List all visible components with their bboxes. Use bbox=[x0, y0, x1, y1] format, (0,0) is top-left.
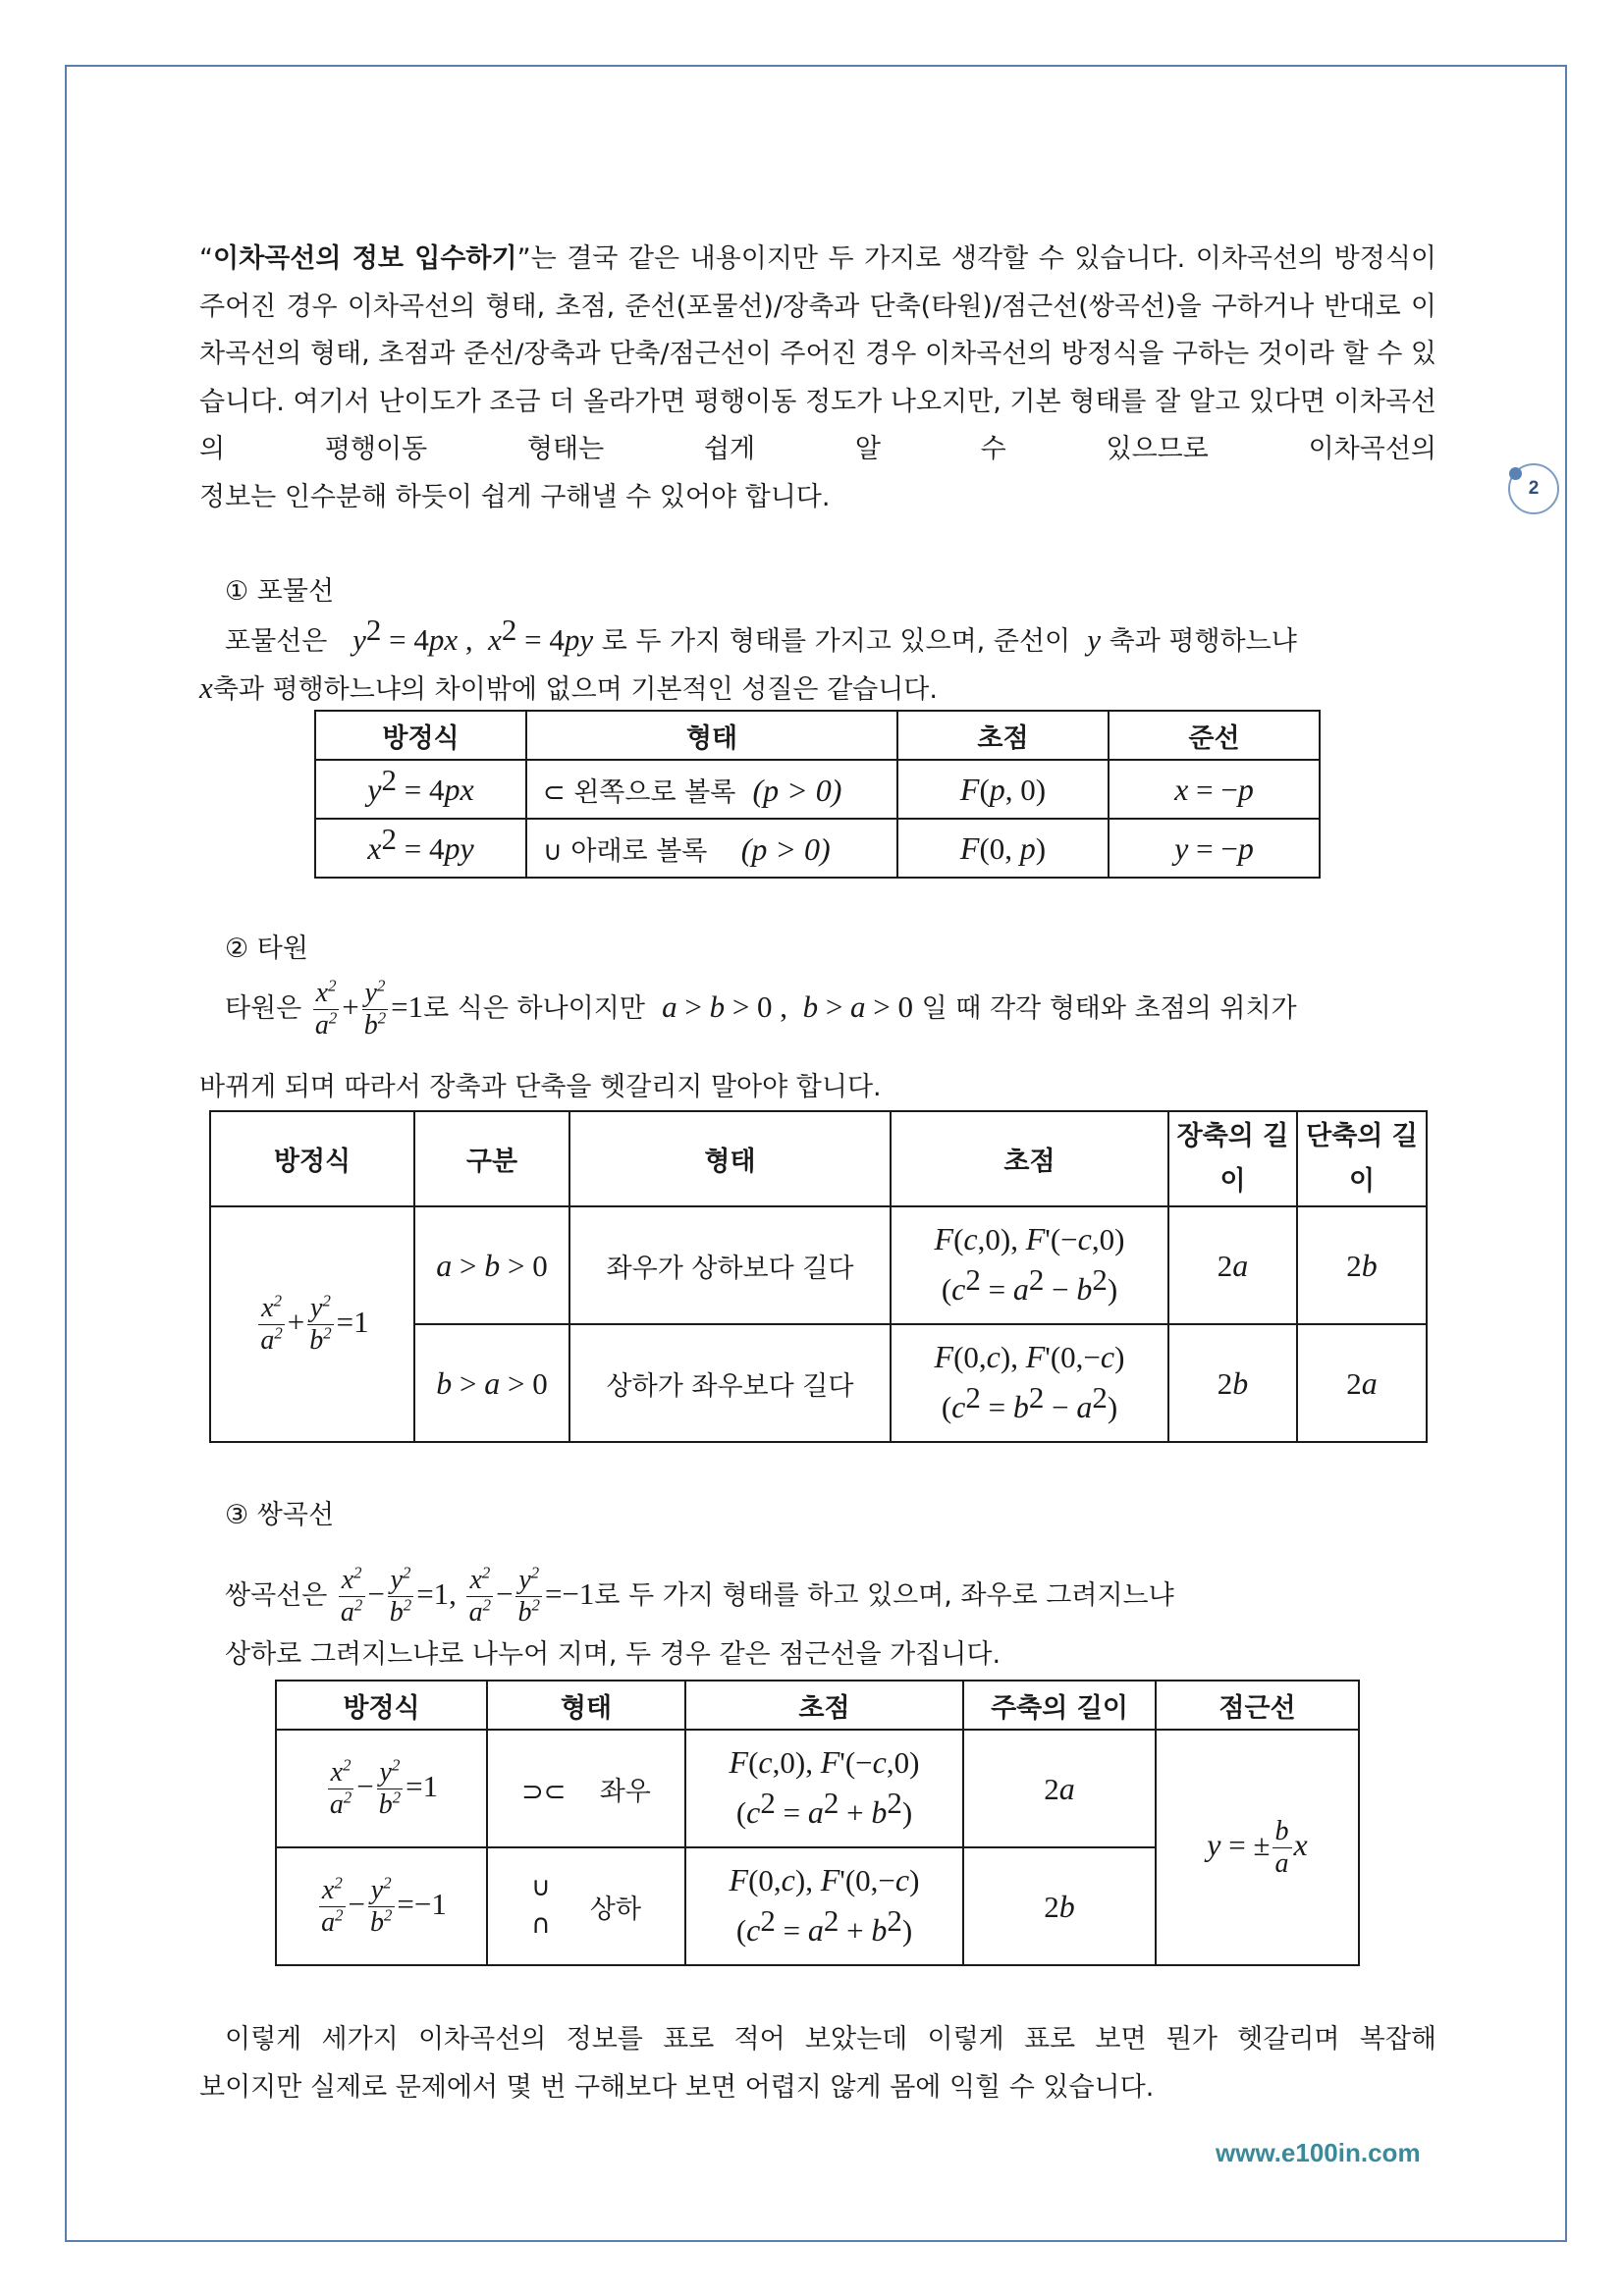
hyperbola-desc-prefix: 쌍곡선은 bbox=[225, 1580, 328, 1611]
cell-focus: F(p, 0) bbox=[897, 760, 1109, 819]
cell-focus: F(0, p) bbox=[897, 819, 1109, 878]
hyperbola-heading: ③ 쌍곡선 bbox=[225, 1500, 335, 1530]
parabola-desc-line1: 포물선은 $y^2 = 4px$ , $x^2 = 4py$ 로 두 가지 형태를 가지고 있으며, 준선이 y 축과 평행하느냐 bbox=[225, 613, 1297, 657]
parabola-header-shape: 형태 bbox=[526, 711, 897, 760]
cell-minor-length: 2b bbox=[1297, 1206, 1427, 1324]
hyperbola-header-focus: 초점 bbox=[685, 1681, 963, 1730]
cell-equation: $\frac{x^2}{a^2}$ + $\frac{y^2}{b^2}$ =1 bbox=[210, 1206, 414, 1442]
shape-symbol: ⊃⊂ bbox=[521, 1776, 567, 1807]
ellipse-header-minor: 단축의 길이 bbox=[1297, 1111, 1427, 1206]
cell-condition: a > b > 0 bbox=[414, 1206, 569, 1324]
table-row bbox=[210, 1206, 1427, 1324]
shape-text: 좌우 bbox=[599, 1776, 651, 1807]
ellipse-table bbox=[209, 1110, 1428, 1443]
cell-equation: $x^2 = 4py$ bbox=[315, 819, 526, 878]
shape-symbol-bottom: ∩ bbox=[531, 1909, 551, 1940]
cell-shape: 좌우가 상하보다 길다 bbox=[569, 1206, 891, 1324]
hyperbola-table bbox=[275, 1680, 1360, 1966]
closing-paragraph bbox=[199, 2016, 1436, 2111]
cell-directrix: x = −p bbox=[1109, 760, 1320, 819]
cell-focus: F(0,c), F'(0,−c) $(c^2 = a^2 + b^2)$ bbox=[685, 1847, 963, 1965]
cell-principal-length: 2b bbox=[963, 1847, 1156, 1965]
parabola-heading: ① 포물선 bbox=[225, 576, 335, 607]
table-row bbox=[315, 760, 1320, 819]
shape-text: 왼쪽으로 볼록 bbox=[573, 776, 736, 808]
ellipse-desc-line2: 바뀌게 되며 따라서 장축과 단축을 헷갈리지 말아야 합니다. bbox=[199, 1072, 882, 1102]
ellipse-desc-mid: 로 식은 하나이지만 bbox=[423, 993, 645, 1024]
cell-shape bbox=[487, 1847, 685, 1965]
hyperbola-header-shape: 형태 bbox=[487, 1681, 685, 1730]
hyperbola-desc-line1: 쌍곡선은 $\frac{x^2}{a^2}$ − $\frac{y^2}{b^2}$ =1, $\frac{x^2}{a^2}$ − $\frac{y^2}{b^2}$ =−1로 두 가지 형태를 하고 있으며, 좌우로 그려지느냐 bbox=[225, 1563, 1174, 1628]
intro-quote-title: 이차곡선의 정보 입수하기 bbox=[213, 243, 517, 274]
cell-shape bbox=[526, 760, 897, 819]
shape-symbol: ∪ bbox=[543, 835, 563, 867]
parabola-desc-line2-text: 축과 평행하느냐의 차이밖에 없으며 기본적인 성질은 같습니다. bbox=[212, 674, 938, 705]
cell-focus: F(c,0), F'(−c,0) $(c^2 = a^2 - b^2)$ bbox=[891, 1206, 1168, 1324]
shape-text: 아래로 볼록 bbox=[570, 835, 708, 867]
shape-condition: (p > 0) bbox=[740, 830, 831, 867]
cell-shape: 상하가 좌우보다 길다 bbox=[569, 1324, 891, 1442]
cell-focus: F(0,c), F'(0,−c) $(c^2 = b^2 - a^2)$ bbox=[891, 1324, 1168, 1442]
ellipse-header-shape: 형태 bbox=[569, 1111, 891, 1206]
closing-line1: 이렇게 세가지 이차곡선의 정보를 표로 적어 보았는데 이렇게 표로 보면 뭔가 헷갈리며 복잡해 bbox=[225, 2024, 1436, 2055]
parabola-header-focus: 초점 bbox=[897, 711, 1109, 760]
cell-shape bbox=[487, 1730, 685, 1847]
cell-focus: F(c,0), F'(−c,0) $(c^2 = a^2 + b^2)$ bbox=[685, 1730, 963, 1847]
intro-paragraph: “이차곡선의 정보 입수하기”는 결국 같은 내용이지만 두 가지로 생각할 수 있습니다. 이차곡선의 방정식이 주어진 경우 이차곡선의 형태, 초점, 준선(포물선)/장축과 단축(타원)/점근선(쌍곡선)을 구하거나 반대로 이차곡선의 형태, 초점과 준선/장축과 단축/점근선이 주어진 경우 이차곡선의 방정식을 구하는 것이라 할 수 있습니다. 여기서 난이도가 조금 더 올라가면 평행이동 정도가 나오지만, 기본 형태를 잘 알고 있다면 이차곡선의 평행이동 형태는 쉽게 알 수 있으므로 이차곡선의 정보는 인수분해 하듯이 쉽게 구해낼 수 있어야 합니다. bbox=[199, 236, 1436, 521]
cell-asymptote: y = ± $\frac{b}{a}$ x bbox=[1156, 1730, 1359, 1965]
footer-url[interactable]: www.e100in.com bbox=[1216, 2138, 1421, 2167]
cell-shape bbox=[526, 819, 897, 878]
shape-condition: (p > 0) bbox=[752, 772, 842, 808]
hyperbola-header-asymptote: 점근선 bbox=[1156, 1681, 1359, 1730]
closing-line2: 보이지만 실제로 문제에서 몇 번 구해보다 보면 어렵지 않게 몸에 익힐 수 있습니다. bbox=[199, 2071, 1155, 2103]
cell-principal-length: 2a bbox=[963, 1730, 1156, 1847]
parabola-desc-mid: 로 두 가지 형태를 가지고 있으며, 준선이 bbox=[601, 626, 1071, 657]
shape-text: 상하 bbox=[589, 1894, 641, 1925]
ellipse-header-type: 구분 bbox=[414, 1111, 569, 1206]
ellipse-header-equation: 방정식 bbox=[210, 1111, 414, 1206]
page-number: 2 bbox=[1528, 478, 1540, 499]
page-number-dot bbox=[1509, 467, 1522, 480]
cell-condition: b > a > 0 bbox=[414, 1324, 569, 1442]
hyperbola-header-principal-axis: 주축의 길이 bbox=[963, 1681, 1156, 1730]
cell-minor-length: 2a bbox=[1297, 1324, 1427, 1442]
parabola-header-directrix: 준선 bbox=[1109, 711, 1320, 760]
shape-symbol-top: ∪ bbox=[531, 1872, 551, 1902]
cell-equation: $\frac{x^2}{a^2}$ − $\frac{y^2}{b^2}$ =1 bbox=[276, 1730, 487, 1847]
ellipse-header-major: 장축의 길이 bbox=[1168, 1111, 1297, 1206]
ellipse-desc-end: 일 때 각각 형태와 초점의 위치가 bbox=[921, 993, 1297, 1024]
hyperbola-desc-line2: 상하로 그려지느냐로 나누어 지며, 두 경우 같은 점근선을 가집니다. bbox=[225, 1639, 1001, 1670]
intro-last-line: 정보는 인수분해 하듯이 쉽게 구해낼 수 있어야 합니다. bbox=[199, 481, 831, 512]
cell-directrix: y = −p bbox=[1109, 819, 1320, 878]
parabola-desc-prefix: 포물선은 bbox=[225, 626, 328, 657]
parabola-table bbox=[314, 710, 1321, 879]
hyperbola-desc-mid: 로 두 가지 형태를 하고 있으며, 좌우로 그려지느냐 bbox=[594, 1580, 1174, 1611]
intro-text: ”는 결국 같은 내용이지만 두 가지로 생각할 수 있습니다. 이차곡선의 방정식이 주어진 경우 이차곡선의 형태, 초점, 준선(포물선)/장축과 단축(타원)/점근선(쌍곡선)을 구하거나 반대로 이차곡선의 형태, 초점과 준선/장축과 단축/점근선이 주어진 경우 이차곡선의 방정식을 구하는 것이라 할 수 있습니다. 여기서 난이도가 조금 더 올라가면 평행이동 정도가 나오지만, 기본 형태를 잘 알고 있다면 이차곡선의 평행이동 형태는 쉽게 알 수 있으므로 이차곡선의 bbox=[199, 243, 1437, 464]
table-row bbox=[276, 1730, 1359, 1847]
cell-major-length: 2b bbox=[1168, 1324, 1297, 1442]
table-row bbox=[315, 819, 1320, 878]
ellipse-heading: ② 타원 bbox=[225, 934, 308, 964]
cell-equation: $\frac{x^2}{a^2}$ − $\frac{y^2}{b^2}$ =−1 bbox=[276, 1847, 487, 1965]
shape-symbol: ⊂ bbox=[543, 776, 566, 808]
parabola-header-equation: 방정식 bbox=[315, 711, 526, 760]
page-number-badge bbox=[1508, 463, 1559, 514]
cell-equation: $y^2 = 4px$ bbox=[315, 760, 526, 819]
ellipse-desc-prefix: 타원은 bbox=[225, 993, 302, 1024]
ellipse-header-focus: 초점 bbox=[891, 1111, 1168, 1206]
cell-major-length: 2a bbox=[1168, 1206, 1297, 1324]
parabola-desc-line2: x축과 평행하느냐의 차이밖에 없으며 기본적인 성질은 같습니다. bbox=[199, 670, 938, 705]
hyperbola-header-equation: 방정식 bbox=[276, 1681, 487, 1730]
parabola-desc-axis: 축과 평행하느냐 bbox=[1109, 626, 1297, 657]
ellipse-desc-line1: 타원은 $\frac{x^2}{a^2}$ + $\frac{y^2}{b^2}$ =1로 식은 하나이지만 a > b > 0 , b > a > 0 일 때 각각 형태와 초점의 위치가 bbox=[225, 976, 1297, 1041]
